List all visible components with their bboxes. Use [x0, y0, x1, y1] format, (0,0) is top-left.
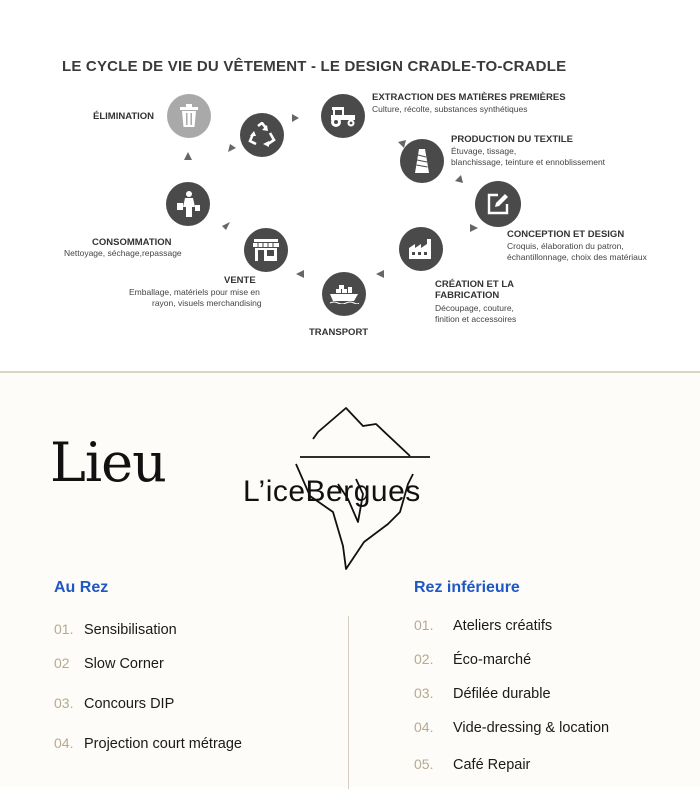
column-heading-au-rez: Au Rez: [54, 579, 109, 596]
creation-title-2: FABRICATION: [435, 290, 500, 301]
list-item: [54, 695, 174, 712]
lieu-heading: Lieu: [50, 431, 166, 494]
item-number: 05.: [414, 756, 434, 772]
item-number: 04.: [54, 735, 74, 751]
consommation-title: CONSOMMATION: [92, 237, 172, 248]
column-separator: [348, 616, 349, 789]
item-label: Ateliers créatifs: [453, 618, 553, 634]
list-item: [54, 621, 177, 638]
cargo-ship-icon: [329, 284, 359, 304]
storefront-icon: [252, 238, 280, 262]
item-number: 04.: [414, 719, 434, 735]
transport-title: TRANSPORT: [309, 327, 369, 338]
arrow-consommation-to-elimination: [184, 152, 192, 160]
arrow-conception-to-creation: [470, 224, 478, 232]
arrow-transport-to-vente: [296, 270, 304, 278]
list-item: [54, 655, 164, 672]
list-item: [414, 651, 531, 668]
vente-node: [244, 228, 288, 272]
conception-desc-2: échantillonnage, choix des matériaux: [507, 252, 647, 262]
consommation-node: [166, 182, 210, 226]
extraction-node: [321, 94, 365, 138]
item-label: Projection court métrage: [84, 736, 242, 752]
column-heading-rez-inferieure: Rez inférieure: [414, 579, 520, 596]
brand-name: L’iceBergues: [243, 475, 421, 508]
factory-icon: [407, 238, 435, 260]
item-label: Vide-dressing & location: [453, 720, 610, 736]
trash-icon: [178, 104, 200, 128]
list-item: [414, 719, 609, 736]
item-label: Concours DIP: [84, 696, 175, 712]
consommation-desc: Nettoyage, séchage,repassage: [64, 248, 182, 258]
production-desc-1: Étuvage, tissage,: [451, 146, 517, 156]
production-title: PRODUCTION DU TEXTILE: [451, 134, 573, 145]
conception-desc-1: Croquis, élaboration du patron,: [507, 241, 624, 251]
arrow-production-to-conception: [455, 175, 463, 183]
arrow-elimination-to-recycle: [228, 144, 236, 152]
item-number: 01.: [414, 617, 434, 633]
elimination-node: [167, 94, 211, 138]
conception-title: CONCEPTION ET DESIGN: [507, 229, 625, 240]
arrow-recycle-to-extraction: [292, 114, 299, 122]
tractor-icon: [328, 105, 358, 127]
item-number: 02: [54, 655, 70, 671]
elimination-title: ÉLIMINATION: [93, 111, 155, 122]
item-number: 03.: [414, 685, 434, 701]
creation-node: [399, 227, 443, 271]
creation-desc-1: Découpage, couture,: [435, 303, 514, 313]
item-label: Café Repair: [453, 757, 531, 773]
production-desc-2: blanchissage, teinture et ennoblissement: [451, 157, 606, 167]
extraction-title: EXTRACTION DES MATIÈRES PREMIÈRES: [372, 92, 566, 103]
list-item: [414, 685, 551, 702]
item-number: 02.: [414, 651, 434, 667]
recycle-icon: [248, 122, 276, 148]
conception-node: [475, 181, 521, 227]
item-label: Slow Corner: [84, 656, 164, 672]
creation-title-1: CRÉATION ET LA: [435, 279, 514, 290]
cycle-arrows: [0, 0, 700, 372]
lifecycle-diagram: [0, 0, 700, 372]
extraction-desc: Culture, récolte, substances synthétiques: [372, 104, 528, 114]
item-label: Défilée durable: [453, 686, 551, 702]
arrow-vente-to-consommation: [222, 222, 230, 230]
production-node: [400, 139, 444, 183]
thread-spool-icon: [413, 147, 431, 175]
item-number: 01.: [54, 621, 74, 637]
recycle-node: [240, 113, 284, 157]
diagram-title: LE CYCLE DE VIE DU VÊTEMENT - LE DESIGN CRADLE-TO-CRADLE: [62, 58, 567, 75]
item-number: 03.: [54, 695, 74, 711]
list-item: [414, 617, 552, 634]
list-item: [414, 756, 530, 773]
shopper-icon: [175, 190, 201, 218]
item-label: Sensibilisation: [84, 622, 177, 638]
vente-title: VENTE: [224, 275, 256, 286]
creation-desc-2: finition et accessoires: [435, 314, 517, 324]
list-item: [54, 735, 242, 752]
transport-node: [322, 272, 366, 316]
vente-desc-2: rayon, visuels merchandising: [152, 298, 262, 308]
arrow-creation-to-transport: [376, 270, 384, 278]
item-label: Éco-marché: [453, 652, 532, 668]
vente-desc-1: Emballage, matériels pour mise en: [129, 287, 260, 297]
pencil-edit-icon: [486, 192, 510, 216]
